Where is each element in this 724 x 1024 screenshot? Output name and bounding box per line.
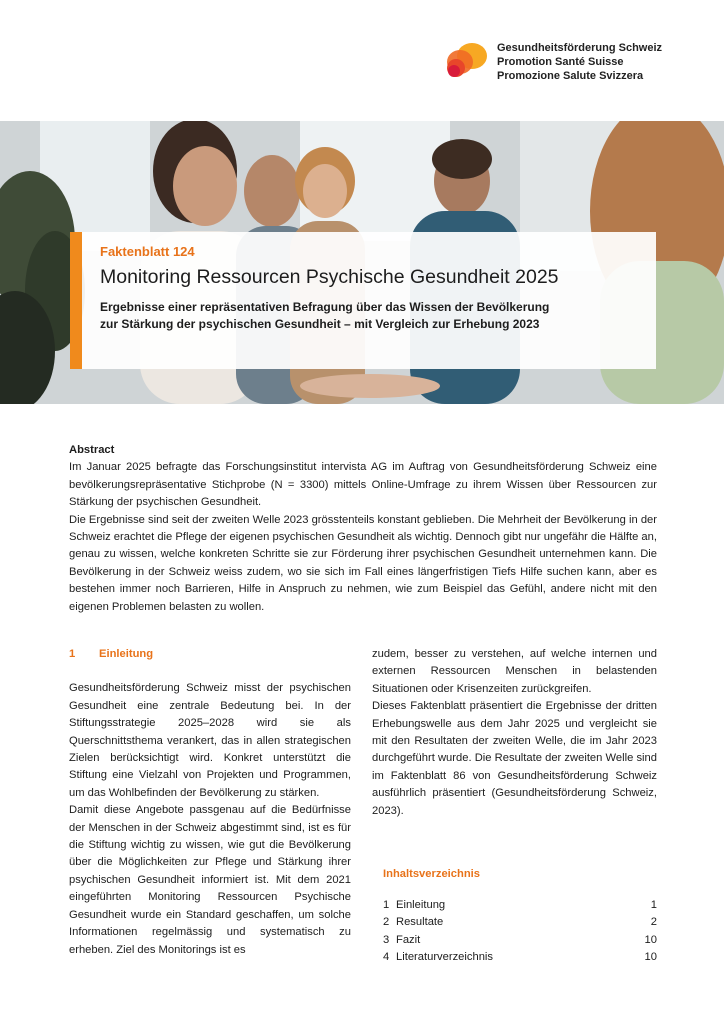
subtitle-line: zur Stärkung der psychischen Gesundheit – mit Vergleich zur Erhebung 2023 <box>100 317 540 331</box>
body-paragraph: Gesundheitsförderung Schweiz misst der psychischen Gesundheit eine zentrale Bedeutung bei. In der Stiftungsstrategie 2025–2028 wird sie als Querschnittsthema verankert, das in allen strategischen Zielen berücksichtigt wird. Konkret unterstützt die Stiftung eine Vielzahl von Projekten und Programmen, um das Wohlbefinden der Bevölkerung zu stärken. <box>69 682 351 799</box>
subtitle-line: Ergebnisse einer repräsentativen Befragung über das Wissen der Bevölkerung <box>100 300 550 314</box>
section-number: 1 <box>69 648 76 660</box>
toc-page: 2 <box>650 916 657 929</box>
toc-entry[interactable] <box>383 932 657 949</box>
toc-entry[interactable] <box>383 914 657 931</box>
toc-label: Resultate <box>396 916 444 929</box>
organization-name <box>497 41 662 83</box>
body-paragraph: zudem, besser zu verstehen, auf welche internen und externen Ressourcen Menschen in belastenden Situationen oder Krisenzeiten zurückgreifen. <box>372 648 657 695</box>
toc-label: Fazit <box>396 933 421 946</box>
title-box <box>70 232 656 369</box>
toc-heading: Inhaltsverzeichnis <box>383 868 480 880</box>
toc-page: 10 <box>644 951 657 964</box>
org-name-de: Gesundheitsförderung Schweiz <box>497 42 663 54</box>
page-title: Monitoring Ressourcen Psychische Gesundheit 2025 <box>100 266 559 288</box>
body-paragraph: Dieses Faktenblatt präsentiert die Ergebnisse der dritten Erhebungswelle aus dem Jahr 2025 und vergleicht sie mit den Resultaten der zweiten Welle, die im Jahr 2023 durchgeführt wurde. Die Resultate der zweiten Welle sind im Faktenblatt 86 von Gesundheitsförderung Schweiz ausführlich präsentiert (Gesundheitsförderung Schweiz, 2023). <box>372 700 657 817</box>
section-heading <box>69 646 351 663</box>
toc-page: 10 <box>644 933 657 946</box>
fact-sheet-label: Faktenblatt 124 <box>100 244 195 259</box>
org-name-fr: Promotion Santé Suisse <box>497 56 624 68</box>
toc-label: Einleitung <box>396 899 446 911</box>
toc-number: 2 <box>383 916 390 929</box>
toc-page: 1 <box>650 899 657 911</box>
subtitle <box>100 299 656 333</box>
org-name-it: Promozione Salute Svizzera <box>497 70 644 82</box>
toc-label: Literaturverzeichnis <box>396 951 494 964</box>
table-of-contents <box>383 868 657 967</box>
intro-right-column <box>372 646 657 820</box>
section-title: Einleitung <box>99 648 154 660</box>
abstract-paragraph: Die Ergebnisse sind seit der zweiten Welle 2023 grösstenteils konstant geblieben. Die Mehrheit der Bevölkerung in der Schweiz erachtet die Pflege der eigenen psychischen Gesundheit als wichtig. Dennoch gibt nur ungefähr die Hälfte an, genau zu wissen, welche konkreten Schritte sie zur Förderung ihrer psychischen Gesundheit unternehmen kann. Die Bevölkerung in der Schweiz weiss zudem, wo sie sich im Fall eines längerfristigen Tiefs Hilfe suchen kann, aber es bestehen immer noch Barrieren, Hilfe in Anspruch zu nehmen, wie zum Beispiel das Gefühl, andere nicht mit den eigenen Problemen belasten zu wollen. <box>69 513 657 613</box>
abstract-paragraph: Im Januar 2025 befragte das Forschungsinstitut intervista AG im Auftrag von Gesundheitsförderung Schweiz eine bevölkerungsrepräsentative Stichprobe (N = 3300) mittels Online-Umfrage zu ihrem Wissen über Ressourcen zur Stärkung der psychischen Gesundheit. <box>69 461 657 509</box>
toc-entry[interactable] <box>383 949 657 966</box>
toc-number: 3 <box>383 933 390 946</box>
intro-left-column <box>69 646 351 959</box>
abstract-heading: Abstract <box>69 444 115 456</box>
toc-number: 4 <box>383 951 390 964</box>
abstract-section <box>69 442 657 616</box>
toc-number: 1 <box>383 899 390 911</box>
body-paragraph: Damit diese Angebote passgenau auf die Bedürfnisse der Menschen in der Schweiz abgestimmt sind, ist es für die Stiftung wichtig zu wissen, wie gut die Bevölkerung über die Möglichkeiten zur Pflege und Stärkung ihrer psychischen Gesundheit informiert ist. Mit dem 2021 eingeführten Monitoring Ressourcen Psychische Gesundheit wurde ein Standard geschaffen, um solche Informationen regelmässig und systematisch zu erheben. Ziel des Monitorings ist es <box>69 804 351 956</box>
toc-entry[interactable] <box>383 897 657 914</box>
organization-logo <box>444 40 492 80</box>
